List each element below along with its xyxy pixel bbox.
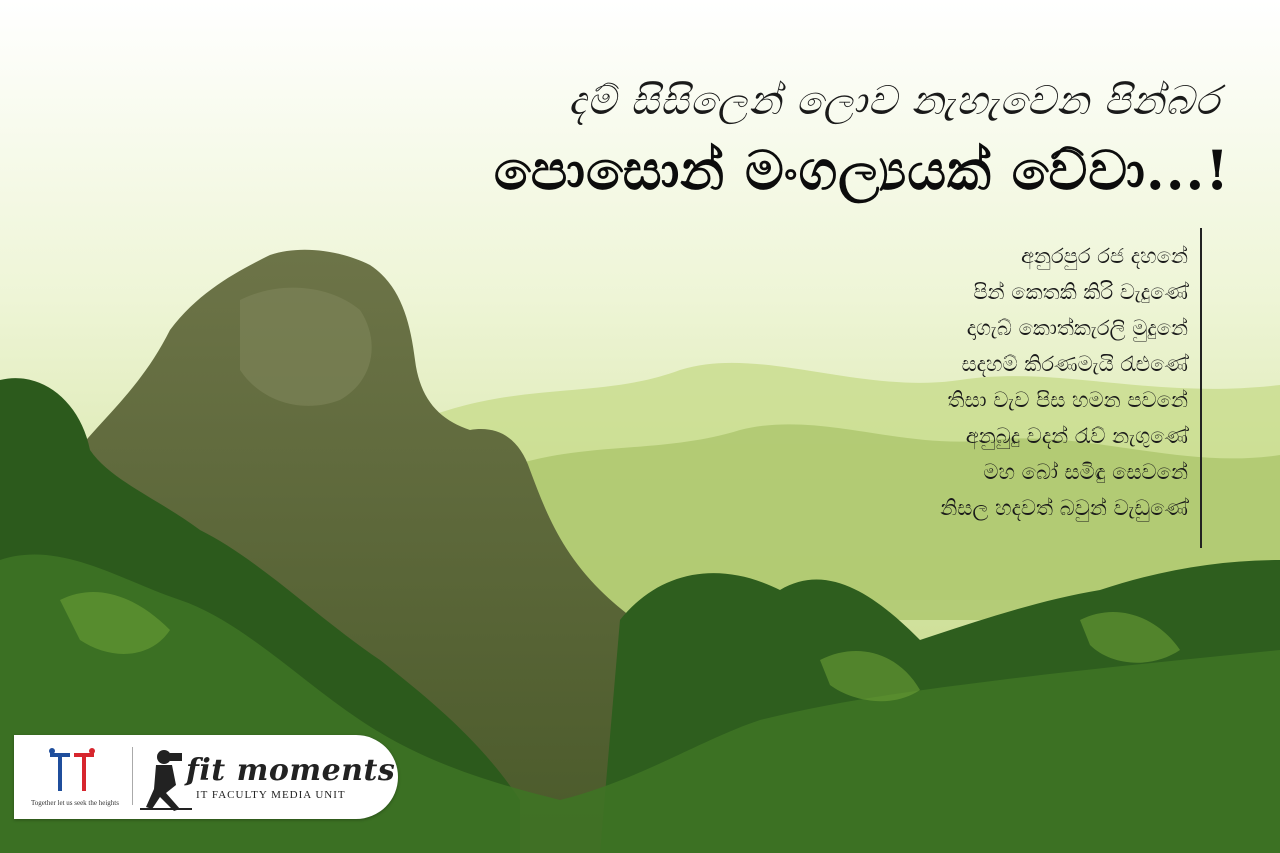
greeting-title: පොසොන් මංගල්‍යයක් වේවා...! — [493, 138, 1230, 202]
poem-divider — [1200, 228, 1202, 548]
poem-line: පින් කෙතකි කිරි වැදුණේ — [973, 280, 1188, 304]
brand-name: fit moments — [186, 753, 396, 788]
plate-divider — [132, 747, 133, 805]
org-tagline: Together let us seek the heights — [31, 799, 119, 807]
poem-line: දාගැබ් කොත්කැරලි මුදුනේ — [966, 316, 1188, 340]
brand-subtitle: IT FACULTY MEDIA UNIT — [196, 789, 346, 801]
poem-line: සදහම් කිරණමැයි රැළුණේ — [961, 352, 1188, 376]
faculty-logo-icon — [42, 747, 102, 797]
poem-line: නිසල හදවත් බවුන් වැඩුණේ — [940, 496, 1188, 520]
rock-highlight — [240, 288, 372, 406]
poem-line: තිසා වැව පිස හමන පවනේ — [947, 388, 1188, 412]
logo-plate — [14, 735, 398, 819]
poem — [828, 238, 1188, 526]
poem-line: අනුබුදු වදන් රැව් නැගුණේ — [965, 424, 1188, 448]
greeting-subtitle: දම් සිසිලෙන් ලොව නැහැවෙන පින්බර — [568, 78, 1220, 124]
poem-line: අනුරපුර රජ දහනේ — [1020, 244, 1188, 268]
poem-line: මහ බෝ සමිඳු සෙවනේ — [983, 460, 1188, 484]
